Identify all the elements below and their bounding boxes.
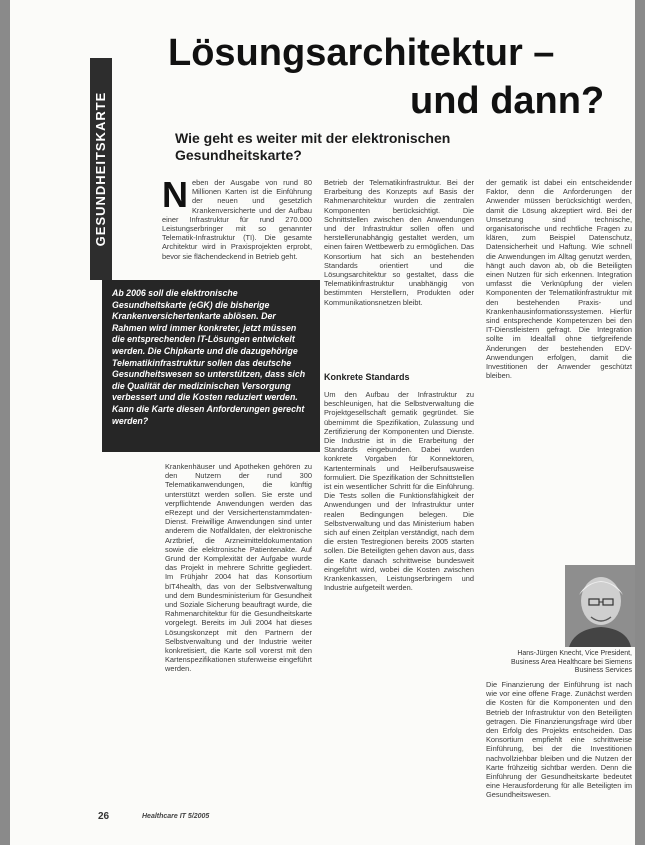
- document-page: [10, 0, 635, 845]
- teaser-box: Ab 2006 soll die elektronische Gesundheitskarte (eGK) die bisherige Krankenversichertenkarte ablösen. Der Rahmen wird immer konkreter, jetzt müssen die entsprechenden IT-Lösungen entwickelt werden. Die Chipkarte und die dazugehörige Telematikinfrastruktur sollen das deutsche Gesundheitswesen so unterstützen, dass sich die Qualität der medizinischen Versorgung verbessert und die Kosten reduziert werden. Kann die Karte diesen Anforderungen gerecht werden?: [102, 280, 320, 452]
- column2-part2: [324, 390, 474, 802]
- column2-part1: [324, 178, 474, 354]
- column1-body: [165, 462, 312, 802]
- section-label: GESUNDHEITSKARTE: [93, 91, 108, 247]
- heading-konkrete-standards: Konkrete Standards: [324, 372, 410, 382]
- portrait-image: [565, 565, 635, 647]
- portrait-photo: [565, 565, 635, 647]
- column3-paragraph1: der gematik ist dabei ein entscheidender Faktor, denn die Anforderungen der Anwender müssen berücksichtigt werden, damit die Lösung akzeptiert wird. Bei der Umsetzung sind technische, organisatorische und rechtliche Fragen zu klären, zum Beispiel Datenschutz, Datensicherheit und Haftung. Wie schnell die Anwendungen im Alltag genutzt werden, hängt auch davon ab, ob die Beteiligten einen Nutzen für sich erkennen. Integration umfasst die Verknüpfung der vielen Komponenten der Telematikinfrastruktur mit den bestehenden Praxis- und Krankenhausinformationssystemen. Hierfür sind entsprechende Kompetenzen bei den IT-Dienstleistern gefragt. Die Integration sollte im Idealfall ohne tiefgreifende Änderungen der bestehenden EDV-Anwendungen erfolgen, damit die Investitionen der Anwender geschützt bleiben.: [486, 178, 632, 381]
- column2-paragraph1: Betrieb der Telematikinfrastruktur. Bei der Erarbeitung des Konzepts auf Basis der Rahmenarchitektur wurden die zentralen Komponenten berücksichtigt. Die Schnittstellen zwischen den Anwendungen und der Infrastruktur sollen offen und herstellerunabhängig gestaltet werden, um einen fairen Wettbewerb zu ermöglichen. Das Konsortium hat sich an bestehenden Standards orientiert und die Lösungsarchitektur so gestaltet, dass die Telematikinfrastruktur unabhängig von bestimmten Herstellern, Produkten oder Kommunikationsnetzen bleibt.: [324, 178, 474, 307]
- article-title-line1: Lösungsarchitektur –: [168, 32, 555, 74]
- column1-intro: [162, 178, 312, 274]
- intro-paragraph: eben der Ausgabe von rund 80 Millionen Karten ist die Einführung der neuen und gesetzlich Krankenversicherte und der Aufbau einer Infrastruktur für rund 270.000 Leistungserbringer mit so genannter Telematik-Infrastruktur (TI). Die gesamte Architektur wird in Praxisprojekten erprobt, bevor sie flächendeckend in Betrieb geht.: [162, 178, 312, 261]
- column3-paragraph2: Die Finanzierung der Einführung ist nach wie vor eine offene Frage. Zunächst werden die Kosten für die Komponenten und den Betrieb der Infrastruktur von den Beteiligten getragen. Die Finanzierungsfrage wird über den Erfolg des Projekts entscheiden. Das Konsortium empfiehlt eine schrittweise Einführung, bei der die Investitionen nachvollziehbar bleiben und die Nutzen der Karte frühzeitig sichtbar werden. Denn die Einführung der Gesundheitskarte bedeutet eine Herausforderung für alle Beteiligten im Gesundheitswesen.: [486, 680, 632, 800]
- column1-paragraph: Krankenhäuser und Apotheken gehören zu den Nutzern der rund 300 Telematikanwendungen, die künftig unterstützt werden sollen. Sie erste und verpflichtende Anwendungen werden das eRezept und der Versichertenstammdaten-Dienst. Freiwillige Anwendungen sind unter anderem die Notfalldaten, der elektronische Arztbrief, die Arzneimitteldokumentation sowie die elektronische Patientenakte. Auf Grund der Komplexität der Aufgabe wurde das Projekt in mehrere Schritte gegliedert. Im Frühjahr 2004 hat das Konsortium bIT4health, das von der Selbstverwaltung und dem Bundesministerium für Gesundheit und Soziale Sicherung beauftragt wurde, die Rahmenarchitektur für die Gesundheitskarte vorgelegt. Bereits im Juli 2004 hat dieses Lösungskonzept mit den Partnern der Selbstverwaltung und der Industrie weiter konkretisiert, die Karte soll vorerst mit den Kartenspezifikationen stufenweise eingeführt werden.: [165, 462, 312, 674]
- drop-cap: N: [162, 178, 188, 215]
- photo-caption: Hans-Jürgen Knecht, Vice President, Business Area Healthcare bei Siemens Business Services: [510, 650, 632, 674]
- column2-paragraph2: Um den Aufbau der Infrastruktur zu beschleunigen, hat die Selbstverwaltung die Projektgesellschaft gematik gegründet. Sie übernimmt die Spezifikation, Zulassung und Zertifizierung der Komponenten und Dienste. Die Industrie ist in die Erarbeitung der Standards eingebunden. Dabei wurden konkrete Vorgaben für Konnektoren, Kartenterminals und Heilberufsausweise formuliert. Die Spezifikation der Schnittstellen ist ein wesentlicher Schritt für die Einführung. Die Tests sollen die Funktionsfähigkeit der Anwendungen und der Infrastruktur unter realen Bedingungen belegen. Die Selbstverwaltung und das Ministerium haben sich auf einen Zeitplan verständigt, nach dem die ersten Testregionen bereits 2005 starten sollen. Die Beteiligten gehen davon aus, dass die Karte danach schrittweise bundesweit eingeführt wird, wobei die Kosten zwischen Krankenkassen, Leistungserbringern und Industrie aufgeteilt werden.: [324, 390, 474, 593]
- column3-part1: [486, 178, 632, 558]
- article-subtitle: Wie geht es weiter mit der elektronischen Gesundheitskarte?: [175, 130, 451, 163]
- article-title-line2: und dann?: [410, 80, 605, 122]
- column3-part2: [486, 680, 632, 802]
- magazine-footer: Healthcare IT 5/2005: [142, 813, 210, 820]
- page-number: 26: [98, 811, 110, 822]
